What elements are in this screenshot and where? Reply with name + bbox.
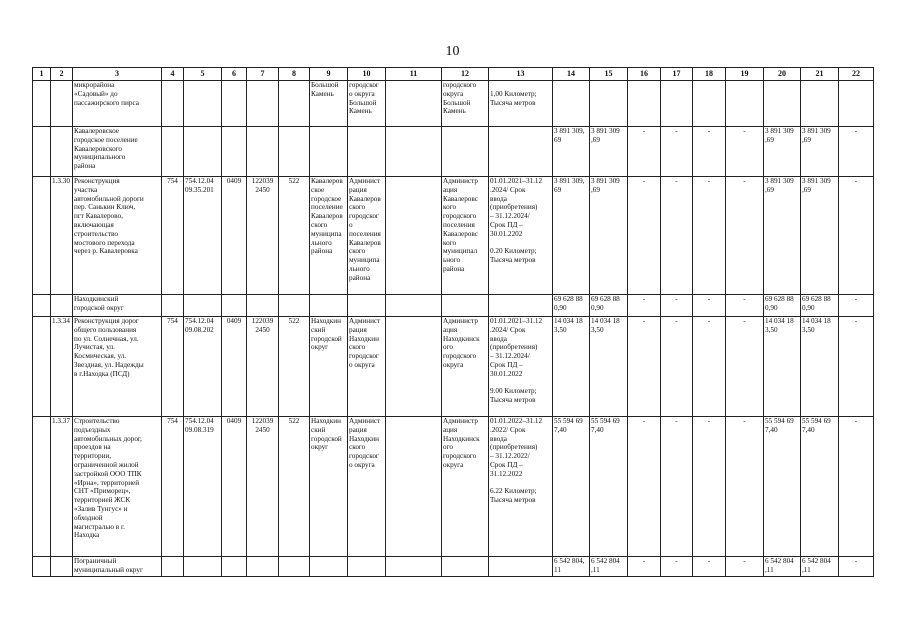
table-cell [51,127,73,177]
table-cell: - [726,417,764,557]
table-cell [33,417,51,557]
table-cell: Админист рация Находкин ского городског о округа [348,417,386,557]
table-cell: Реконструкция дорог общего пользования по ул. Солнечная, ул. Лучистая, ул. Космическая, ул. Звездная, ул. Надежды в г.Находка (ПСД) [73,317,162,417]
table-cell: 0409 [222,177,247,295]
table-cell: 55 594 69 7,40 [764,417,801,557]
table-cell [51,81,73,127]
table-cell: Администр ация Кавалеровс кого городского поселения Кавалеровс кого муниципал ьного района [442,177,489,295]
column-header: 18 [693,68,726,81]
table-row [33,317,874,417]
table-cell: - [661,177,693,295]
table-cell: - [839,417,874,557]
table-cell [386,417,442,557]
table-cell [553,81,590,127]
table-cell: - [726,317,764,417]
table-cell: 6 542 804 ,11 [801,557,839,577]
table-cell: - [661,295,693,317]
column-header: 22 [839,68,874,81]
table-cell: 69 628 88 0,90 [553,295,590,317]
table-cell [33,177,51,295]
table-cell [693,81,726,127]
table-cell [247,557,279,577]
table-cell [348,557,386,577]
table-cell [279,557,310,577]
table-cell: 522 [279,417,310,557]
table-cell: 754.12.04 09.35.201 [184,177,222,295]
table-cell: - [661,417,693,557]
table-cell [51,295,73,317]
table-cell: 55 594 69 7,40 [801,417,839,557]
table-cell: 6 542 804 ,11 [764,557,801,577]
table-cell [661,81,693,127]
table-cell [310,557,348,577]
table-cell [51,557,73,577]
table-cell [33,295,51,317]
table-cell: 0409 [222,417,247,557]
table-cell: Большой Камень [310,81,348,127]
table-cell: - [839,557,874,577]
table-cell: 522 [279,317,310,417]
table-cell: - [726,295,764,317]
table-cell [162,127,184,177]
table-cell: 3 891 309 ,69 [590,127,628,177]
table-row [33,295,874,317]
column-header: 11 [386,68,442,81]
table-cell: - [726,127,764,177]
table-cell: - [661,557,693,577]
table-cell [801,81,839,127]
column-header: 17 [661,68,693,81]
page-number: 10 [445,44,460,59]
table-cell: - [693,295,726,317]
table-cell [348,295,386,317]
table-cell: - [628,317,661,417]
table-cell: 69 628 88 0,90 [764,295,801,317]
table-cell [33,557,51,577]
table-cell: Реконструкция участка автомобильной дороги пер. Санькин Ключ, пгт Кавалерово, включающая строительство мостового перехода через р. Кавалеровка [73,177,162,295]
column-header: 9 [310,68,348,81]
table-cell [386,557,442,577]
table-cell: - [693,177,726,295]
table-cell [386,317,442,417]
table-cell: - [693,417,726,557]
column-header: 16 [628,68,661,81]
table-cell: 14 034 18 3,50 [590,317,628,417]
table-cell: - [693,317,726,417]
table-cell: - [628,177,661,295]
table-cell: 55 594 69 7,40 [553,417,590,557]
budget-table [32,67,874,577]
table-cell: 754 [162,417,184,557]
table-row [33,127,874,177]
table-cell: Кавалеровское городское поселение Кавалеровского муниципального района [73,127,162,177]
table-cell: 01.01.2021–31.12 .2024/ Срок ввода (приобретения) – 31.12.2024/ Срок ПД – 30.01.2202 0.20 Километр; Тысяча метров [489,177,553,295]
table-cell [386,127,442,177]
table-cell: 122039 2450 [247,317,279,417]
table-row [33,177,874,295]
column-header: 19 [726,68,764,81]
table-cell [310,295,348,317]
table-cell: 3 891 309, 69 [553,127,590,177]
table-cell [247,81,279,127]
column-header: 10 [348,68,386,81]
table-cell: 122039 2450 [247,177,279,295]
table-cell: - [726,177,764,295]
table-cell: - [839,127,874,177]
table-cell [726,81,764,127]
table-cell: Админист рация Кавалеров ского городског о поселения Кавалеров ского муниципа льного района [348,177,386,295]
table-cell: 6 542 804, 11 [553,557,590,577]
table-cell: 14 034 18 3,50 [764,317,801,417]
table-cell [162,295,184,317]
table-row [33,557,874,577]
table-cell: Админист рация Находкин ского городског о округа [348,317,386,417]
table-cell [33,317,51,417]
table-cell [442,557,489,577]
table-cell [386,177,442,295]
table-cell [279,81,310,127]
table-cell: 55 594 69 7,40 [590,417,628,557]
table-cell [628,81,661,127]
table-cell [247,127,279,177]
table-cell [162,557,184,577]
column-header: 7 [247,68,279,81]
table-cell: - [661,317,693,417]
table-cell: 3 891 309 ,69 [764,177,801,295]
table-cell [590,81,628,127]
table-cell: 3 891 309 ,69 [801,127,839,177]
table-cell: 69 628 88 0,90 [801,295,839,317]
table-cell: - [661,127,693,177]
table-cell: городског о округа Большой Камень [348,81,386,127]
table-cell [222,127,247,177]
table-cell [33,81,51,127]
column-header: 12 [442,68,489,81]
table-cell: 3 891 309, 69 [553,177,590,295]
table-cell: 754 [162,177,184,295]
table-cell [222,295,247,317]
column-header: 8 [279,68,310,81]
table-cell: микрорайона «Садовый» до пассажирского пирса [73,81,162,127]
table-cell: 754.12.04 09.08.319 [184,417,222,557]
column-header: 1 [33,68,51,81]
table-cell: Администр ация Находкинск ого городского округа [442,317,489,417]
table-cell [442,127,489,177]
table-cell [184,295,222,317]
table-cell: Находкинский городской округ [73,295,162,317]
table-cell [442,295,489,317]
table-cell: 14 034 18 3,50 [553,317,590,417]
table-cell: 122039 2450 [247,417,279,557]
column-header: 5 [184,68,222,81]
table-cell: - [628,295,661,317]
table-cell [348,127,386,177]
table-cell: 1.3.37 [51,417,73,557]
table-cell: 1.3.30 [51,177,73,295]
table-cell: - [726,557,764,577]
table-cell: 1.3.34 [51,317,73,417]
table-cell: 01.01.2021–31.12 .2024/ Срок ввода (приобретения) – 31.12.2024/ Срок ПД – 30.01.2022 9.00 Километр; Тысяча метров [489,317,553,417]
table-cell: 6 542 804 ,11 [590,557,628,577]
table-cell: 1,00 Километр; Тысяча метров [489,81,553,127]
table-body [33,68,874,577]
table-cell [489,295,553,317]
table-cell: - [839,317,874,417]
column-header: 20 [764,68,801,81]
table-cell: Кавалеров ское городское поселение Кавалеров ского муниципа льного района [310,177,348,295]
table-cell: 01.01.2022–31.12 .2022/ Срок ввода (приобретения) – 31.12.2022/ Срок ПД – 31.12.2022 6.22 Километр; Тысяча метров [489,417,553,557]
table-cell [310,127,348,177]
table-cell: 3 891 309 ,69 [590,177,628,295]
table-row [33,81,874,127]
table-cell: - [839,177,874,295]
table-cell [386,295,442,317]
column-header: 3 [73,68,162,81]
table-cell [279,127,310,177]
table-cell [162,81,184,127]
table-cell [222,81,247,127]
table-cell [33,127,51,177]
column-header: 13 [489,68,553,81]
table-cell [839,81,874,127]
table-cell [764,81,801,127]
table-cell: 754 [162,317,184,417]
table-cell: - [628,127,661,177]
table-cell [247,295,279,317]
table-cell: - [693,557,726,577]
column-header: 15 [590,68,628,81]
table-cell: Строительство подъездных автомобильных дорог, проездов на территории, ограниченной жилой застройкой ООО ТПК «Ирна», территорией СНТ «Приморец», территорией ЖСК «Залив Тунгус» и обходной магистралью в г. Находка [73,417,162,557]
table-cell: 754.12.04 09.08.202 [184,317,222,417]
table-cell: Администр ация Находкинск ого городского округа [442,417,489,557]
table-cell [386,81,442,127]
table-cell: Находкин ский городской округ [310,417,348,557]
column-header: 4 [162,68,184,81]
table-cell: Пограничный муниципальный округ [73,557,162,577]
table-cell [184,81,222,127]
table-cell [222,557,247,577]
table-cell: 0409 [222,317,247,417]
column-header: 6 [222,68,247,81]
table-cell [184,127,222,177]
table-cell: - [628,417,661,557]
column-header: 2 [51,68,73,81]
table-cell [489,557,553,577]
table-header-row [33,68,874,81]
table-cell: 522 [279,177,310,295]
table-cell: городского округа Большой Камень [442,81,489,127]
table-row [33,417,874,557]
table-cell [279,295,310,317]
column-header: 21 [801,68,839,81]
table-cell: 69 628 88 0,90 [590,295,628,317]
table-cell: - [839,295,874,317]
table-cell: - [693,127,726,177]
table-cell: - [628,557,661,577]
table-cell: 3 891 309 ,69 [801,177,839,295]
table-cell [489,127,553,177]
column-header: 14 [553,68,590,81]
table-cell: Находкин ский городской округ [310,317,348,417]
table-cell: 14 034 18 3,50 [801,317,839,417]
table-cell: 3 891 309 ,69 [764,127,801,177]
table-cell [184,557,222,577]
